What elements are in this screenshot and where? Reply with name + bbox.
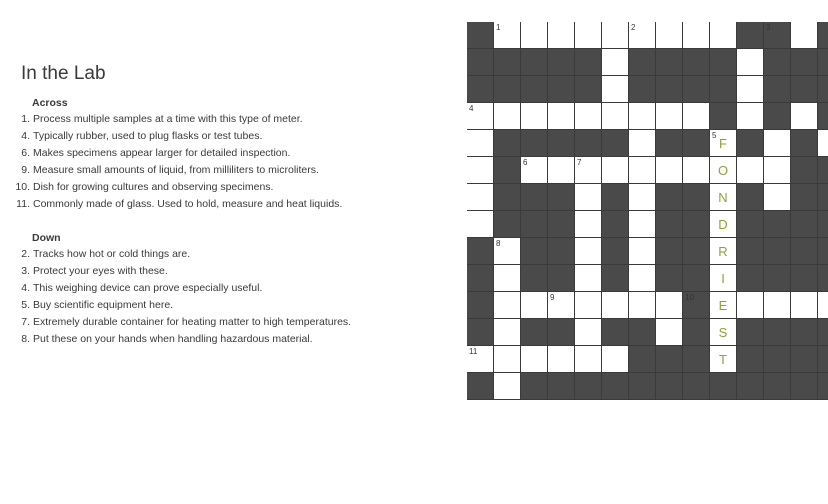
grid-cell[interactable] (656, 103, 683, 130)
grid-block (683, 346, 710, 373)
grid-cell[interactable] (710, 157, 737, 184)
grid-block (548, 319, 575, 346)
grid-block (764, 238, 791, 265)
grid-block (737, 184, 764, 211)
grid-block (467, 265, 494, 292)
grid-block (656, 130, 683, 157)
cell-number: 8 (496, 239, 501, 248)
grid-cell[interactable] (791, 22, 818, 49)
grid-block (818, 22, 828, 49)
grid-block (629, 346, 656, 373)
grid-cell[interactable] (791, 292, 818, 319)
grid-block (683, 211, 710, 238)
grid-block (683, 238, 710, 265)
grid-cell[interactable] (629, 184, 656, 211)
grid-cell[interactable] (494, 319, 521, 346)
grid-cell[interactable] (710, 319, 737, 346)
grid-cell[interactable] (521, 157, 548, 184)
grid-block (764, 49, 791, 76)
grid-block (791, 265, 818, 292)
grid-cell[interactable] (602, 292, 629, 319)
grid-block (683, 76, 710, 103)
cell-number: 6 (523, 158, 528, 167)
cell-number: 7 (577, 158, 582, 167)
grid-block (548, 211, 575, 238)
grid-cell[interactable] (548, 346, 575, 373)
clue-text: Buy scientific equipment here. (33, 299, 174, 311)
grid-cell[interactable] (494, 346, 521, 373)
cell-letter: S (718, 325, 728, 340)
grid-block (764, 211, 791, 238)
grid-block (602, 130, 629, 157)
grid-cell[interactable] (548, 103, 575, 130)
cell-letter: T (719, 352, 727, 367)
grid-block (602, 319, 629, 346)
grid-block (467, 238, 494, 265)
clue-number: 10. (15, 181, 30, 193)
grid-block (764, 76, 791, 103)
grid-cell[interactable] (602, 22, 629, 49)
clue-text: Measure small amounts of liquid, from milliliters to microliters. (33, 164, 319, 176)
crossword-grid (467, 22, 820, 400)
grid-cell[interactable] (602, 76, 629, 103)
grid-cell[interactable] (629, 22, 656, 49)
clue-text: Process multiple samples at a time with this type of meter. (33, 113, 303, 125)
grid-block (818, 373, 828, 400)
grid-cell[interactable] (521, 292, 548, 319)
grid-cell[interactable] (683, 22, 710, 49)
grid-block (791, 238, 818, 265)
clue-number: 3. (21, 265, 30, 277)
cell-letter: F (719, 136, 727, 151)
cell-letter: I (721, 271, 725, 286)
grid-block (818, 76, 828, 103)
grid-block (710, 76, 737, 103)
clue-number: 2. (21, 248, 30, 260)
grid-block (737, 319, 764, 346)
grid-cell[interactable] (737, 49, 764, 76)
clue-number: 8. (21, 333, 30, 345)
clue-text: Put these on your hands when handling hazardous material. (33, 333, 313, 345)
down-heading: Down (32, 232, 61, 244)
clue-text: Extremely durable container for heating matter to high temperatures. (33, 316, 352, 328)
grid-block (629, 76, 656, 103)
page-title: In the Lab (21, 63, 106, 84)
grid-cell[interactable] (467, 211, 494, 238)
clue-number: 4. (21, 282, 30, 294)
clue-number: 5. (21, 299, 30, 311)
grid-block (791, 184, 818, 211)
cell-number: 11 (469, 347, 478, 356)
grid-cell[interactable] (575, 211, 602, 238)
grid-block (737, 211, 764, 238)
grid-cell[interactable] (656, 292, 683, 319)
grid-cell[interactable] (467, 130, 494, 157)
grid-block (737, 265, 764, 292)
grid-cell[interactable] (575, 319, 602, 346)
grid-block (683, 265, 710, 292)
grid-cell[interactable] (710, 211, 737, 238)
grid-cell[interactable] (764, 184, 791, 211)
grid-cell[interactable] (737, 157, 764, 184)
grid-block (818, 184, 828, 211)
grid-block (548, 76, 575, 103)
grid-block (467, 76, 494, 103)
clue-text: Dish for growing cultures and observing specimens. (33, 181, 274, 193)
grid-block (656, 76, 683, 103)
cell-letter: N (718, 190, 728, 205)
grid-cell[interactable] (737, 292, 764, 319)
grid-block (656, 265, 683, 292)
grid-cell[interactable] (575, 346, 602, 373)
grid-block (656, 211, 683, 238)
grid-block (656, 373, 683, 400)
grid-cell[interactable] (467, 184, 494, 211)
cell-number: 4 (469, 104, 474, 113)
grid-cell[interactable] (629, 157, 656, 184)
grid-block (818, 103, 828, 130)
cell-number: 2 (631, 23, 636, 32)
grid-cell[interactable] (683, 103, 710, 130)
clue-text: Typically rubber, used to plug flasks or test tubes. (33, 130, 263, 142)
grid-block (494, 76, 521, 103)
grid-cell[interactable] (629, 103, 656, 130)
grid-block (764, 346, 791, 373)
grid-cell[interactable] (710, 184, 737, 211)
grid-block (521, 76, 548, 103)
grid-cell[interactable] (791, 103, 818, 130)
grid-block (764, 265, 791, 292)
cell-letter: D (718, 217, 728, 232)
grid-block (521, 319, 548, 346)
grid-cell[interactable] (710, 130, 737, 157)
grid-cell[interactable] (575, 103, 602, 130)
grid-block (521, 373, 548, 400)
grid-cell[interactable] (602, 346, 629, 373)
grid-block (710, 103, 737, 130)
grid-block (737, 130, 764, 157)
clue-number: 11. (16, 198, 30, 210)
grid-cell[interactable] (494, 103, 521, 130)
grid-block (575, 373, 602, 400)
grid-block (575, 49, 602, 76)
clue-number: 4. (21, 130, 30, 142)
grid-block (818, 319, 828, 346)
grid-block (467, 373, 494, 400)
grid-block (656, 346, 683, 373)
grid-cell[interactable] (656, 157, 683, 184)
grid-block (494, 184, 521, 211)
grid-block (791, 319, 818, 346)
grid-cell[interactable] (656, 319, 683, 346)
grid-cell[interactable] (710, 238, 737, 265)
grid-block (521, 184, 548, 211)
grid-cell[interactable] (710, 22, 737, 49)
grid-cell[interactable] (683, 157, 710, 184)
grid-cell[interactable] (764, 130, 791, 157)
grid-block (818, 49, 828, 76)
clue-text: Tracks how hot or cold things are. (33, 248, 191, 260)
grid-block (629, 373, 656, 400)
grid-block (575, 130, 602, 157)
grid-block (683, 184, 710, 211)
grid-block (521, 238, 548, 265)
grid-cell[interactable] (575, 184, 602, 211)
grid-cell[interactable] (548, 292, 575, 319)
grid-block (629, 319, 656, 346)
grid-block (791, 157, 818, 184)
grid-block (548, 238, 575, 265)
grid-block (764, 22, 791, 49)
grid-cell[interactable] (737, 76, 764, 103)
grid-block (494, 49, 521, 76)
grid-cell[interactable] (575, 22, 602, 49)
cell-letter: O (717, 163, 729, 178)
grid-cell[interactable] (737, 103, 764, 130)
grid-block (548, 265, 575, 292)
grid-block (656, 184, 683, 211)
clue-text: Protect your eyes with these. (33, 265, 168, 277)
grid-block (710, 49, 737, 76)
grid-block (737, 238, 764, 265)
grid-block (683, 319, 710, 346)
clue-number: 1. (21, 113, 30, 125)
grid-cell[interactable] (575, 238, 602, 265)
grid-block (548, 373, 575, 400)
cell-number: 3 (766, 23, 771, 32)
grid-block (791, 130, 818, 157)
clue-number: 7. (21, 316, 30, 328)
grid-cell[interactable] (629, 238, 656, 265)
grid-cell[interactable] (629, 130, 656, 157)
grid-cell[interactable] (575, 265, 602, 292)
grid-block (737, 373, 764, 400)
grid-block (467, 319, 494, 346)
grid-block (521, 265, 548, 292)
grid-block (683, 373, 710, 400)
grid-cell[interactable] (629, 265, 656, 292)
grid-cell[interactable] (629, 292, 656, 319)
grid-cell[interactable] (575, 292, 602, 319)
grid-block (467, 22, 494, 49)
grid-block (683, 49, 710, 76)
grid-cell[interactable] (602, 103, 629, 130)
grid-block (818, 157, 828, 184)
clue-text: Makes specimens appear larger for detailed inspection. (33, 147, 291, 159)
grid-block (602, 373, 629, 400)
grid-cell[interactable] (494, 373, 521, 400)
cell-letter: R (718, 244, 728, 259)
grid-block (521, 130, 548, 157)
grid-cell[interactable] (710, 346, 737, 373)
grid-cell[interactable] (818, 292, 828, 319)
grid-cell[interactable] (575, 157, 602, 184)
grid-cell[interactable] (494, 292, 521, 319)
grid-block (683, 292, 710, 319)
grid-block (764, 373, 791, 400)
grid-block (737, 346, 764, 373)
cell-number: 10 (685, 293, 694, 302)
grid-block (656, 238, 683, 265)
grid-cell[interactable] (494, 265, 521, 292)
clue-number: 9. (21, 164, 30, 176)
grid-cell[interactable] (818, 130, 828, 157)
grid-cell[interactable] (710, 265, 737, 292)
cell-number: 9 (550, 293, 555, 302)
grid-block (791, 373, 818, 400)
grid-block (764, 103, 791, 130)
grid-block (818, 265, 828, 292)
grid-block (791, 49, 818, 76)
grid-block (737, 22, 764, 49)
clue-number: 6. (21, 147, 30, 159)
across-heading: Across (32, 97, 68, 109)
grid-cell[interactable] (521, 22, 548, 49)
grid-cell[interactable] (521, 346, 548, 373)
grid-block (575, 76, 602, 103)
grid-block (629, 49, 656, 76)
grid-block (710, 373, 737, 400)
grid-cell[interactable] (521, 103, 548, 130)
grid-cell[interactable] (494, 22, 521, 49)
clue-text: This weighing device can prove especially useful. (33, 282, 263, 294)
cell-letter: E (718, 298, 728, 313)
grid-block (791, 211, 818, 238)
grid-cell[interactable] (764, 292, 791, 319)
grid-cell[interactable] (602, 49, 629, 76)
grid-cell[interactable] (710, 292, 737, 319)
grid-block (548, 184, 575, 211)
grid-cell[interactable] (602, 157, 629, 184)
grid-block (602, 265, 629, 292)
grid-block (791, 76, 818, 103)
grid-block (521, 49, 548, 76)
grid-block (602, 184, 629, 211)
grid-cell[interactable] (467, 157, 494, 184)
grid-cell[interactable] (467, 346, 494, 373)
grid-block (602, 238, 629, 265)
grid-cell[interactable] (656, 22, 683, 49)
grid-block (656, 49, 683, 76)
grid-block (818, 238, 828, 265)
grid-cell[interactable] (629, 211, 656, 238)
clue-text: Commonly made of glass. Used to hold, measure and heat liquids. (33, 198, 343, 210)
cell-number: 5 (712, 131, 717, 140)
grid-block (683, 130, 710, 157)
grid-block (521, 211, 548, 238)
grid-block (548, 49, 575, 76)
grid-block (602, 211, 629, 238)
grid-block (791, 346, 818, 373)
grid-block (494, 211, 521, 238)
grid-cell[interactable] (764, 157, 791, 184)
grid-block (494, 130, 521, 157)
grid-cell[interactable] (548, 157, 575, 184)
grid-block (467, 49, 494, 76)
grid-cell[interactable] (548, 22, 575, 49)
grid-block (467, 292, 494, 319)
grid-block (818, 346, 828, 373)
grid-cell[interactable] (467, 103, 494, 130)
grid-cell[interactable] (494, 238, 521, 265)
grid-block (764, 319, 791, 346)
grid-block (548, 130, 575, 157)
cell-number: 1 (496, 23, 501, 32)
grid-block (818, 211, 828, 238)
grid-block (494, 157, 521, 184)
